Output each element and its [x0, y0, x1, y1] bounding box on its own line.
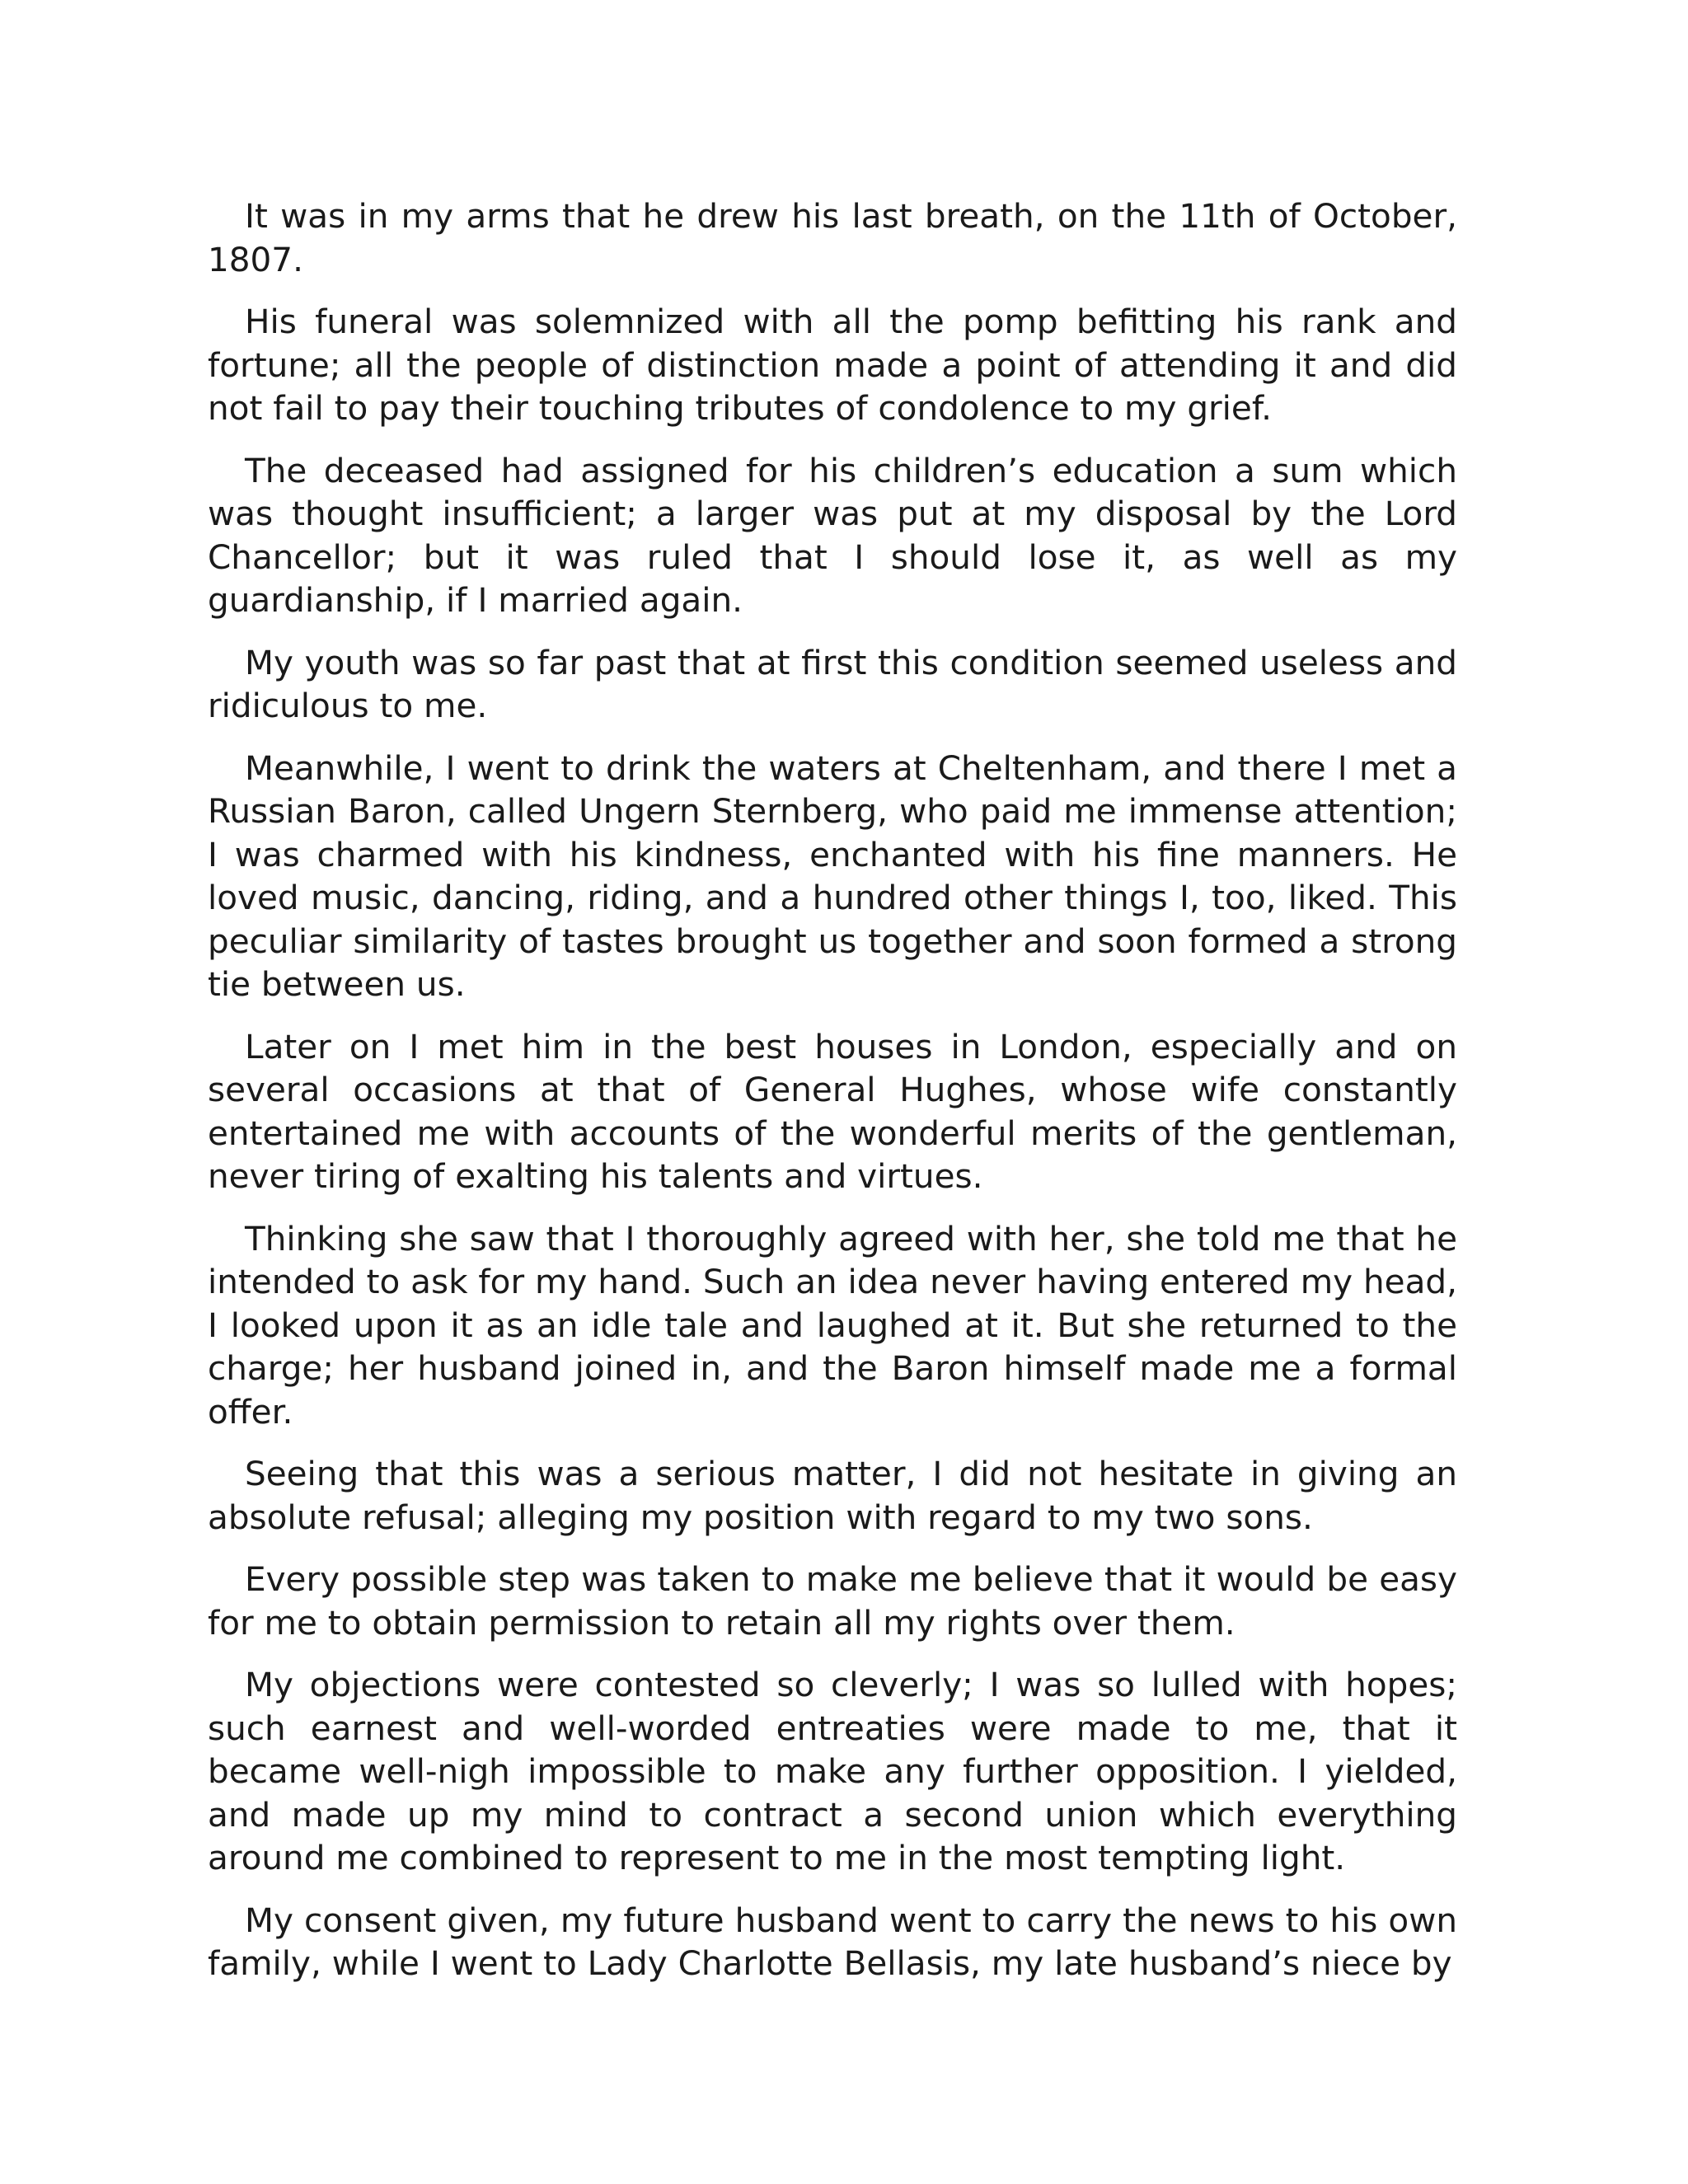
paragraph-3: The deceased had assigned for his children’s education a sum which was thought insufficient; a larger was put at my disposal by the Lord Chancellor; but it was ruled that I should lose it, as well as my guardianship, if I married again.	[208, 450, 1457, 620]
paragraph-2: His funeral was solemnized with all the pomp befitting his rank and fortune; all the people of distinction made a point of attending it and did not fail to pay their touching tributes of condolence to my grief.	[208, 302, 1457, 428]
paragraph-7: Thinking she saw that I thoroughly agreed with her, she told me that he intended to ask for my hand. Such an idea never having entered my head, I looked upon it as an idle tale and laughed at it. But she returned to the charge; her husband joined in, and the Baron himself made me a formal offer.	[208, 1218, 1457, 1432]
paragraph-5: Meanwhile, I went to drink the waters at Cheltenham, and there I met a Russian Baron, called Ungern Sternberg, who paid me immense attention; I was charmed with his kindness, enchanted with his fine manners. He loved music, dancing, riding, and a hundred other things I, too, liked. This peculiar similarity of tastes brought us together and soon formed a strong tie between us.	[208, 748, 1457, 1004]
paragraph-9: Every possible step was taken to make me believe that it would be easy for me to obtain permission to retain all my rights over them.	[208, 1559, 1457, 1643]
paragraph-8: Seeing that this was a serious matter, I did not hesitate in giving an absolute refusal; alleging my position with regard to my two sons.	[208, 1454, 1457, 1537]
paragraph-10: My objections were contested so cleverly; I was so lulled with hopes; such earnest and well-worded entreaties were made to me, that it became well-nigh impossible to make any further opposition. I yielded, and made up my mind to contract a second union which everything around me combined to represent to me in the most tempting light.	[208, 1665, 1457, 1877]
paragraph-1: It was in my arms that he drew his last breath, on the 11th of October, 1807.	[208, 196, 1457, 279]
paragraph-6: Later on I met him in the best houses in London, especially and on several occasions at that of General Hughes, whose wife constantly entertained me with accounts of the wonderful merits of the gentleman, never tiring of exalting his talents and virtues.	[208, 1026, 1457, 1196]
paragraph-11: My consent given, my future husband went to carry the news to his own family, while I went to Lady Charlotte Bellasis, my late husband’s niece by	[208, 1900, 1457, 1983]
paragraph-4: My youth was so far past that at first this condition seemed useless and ridiculous to me.	[208, 642, 1457, 725]
document-page	[208, 194, 1457, 2004]
